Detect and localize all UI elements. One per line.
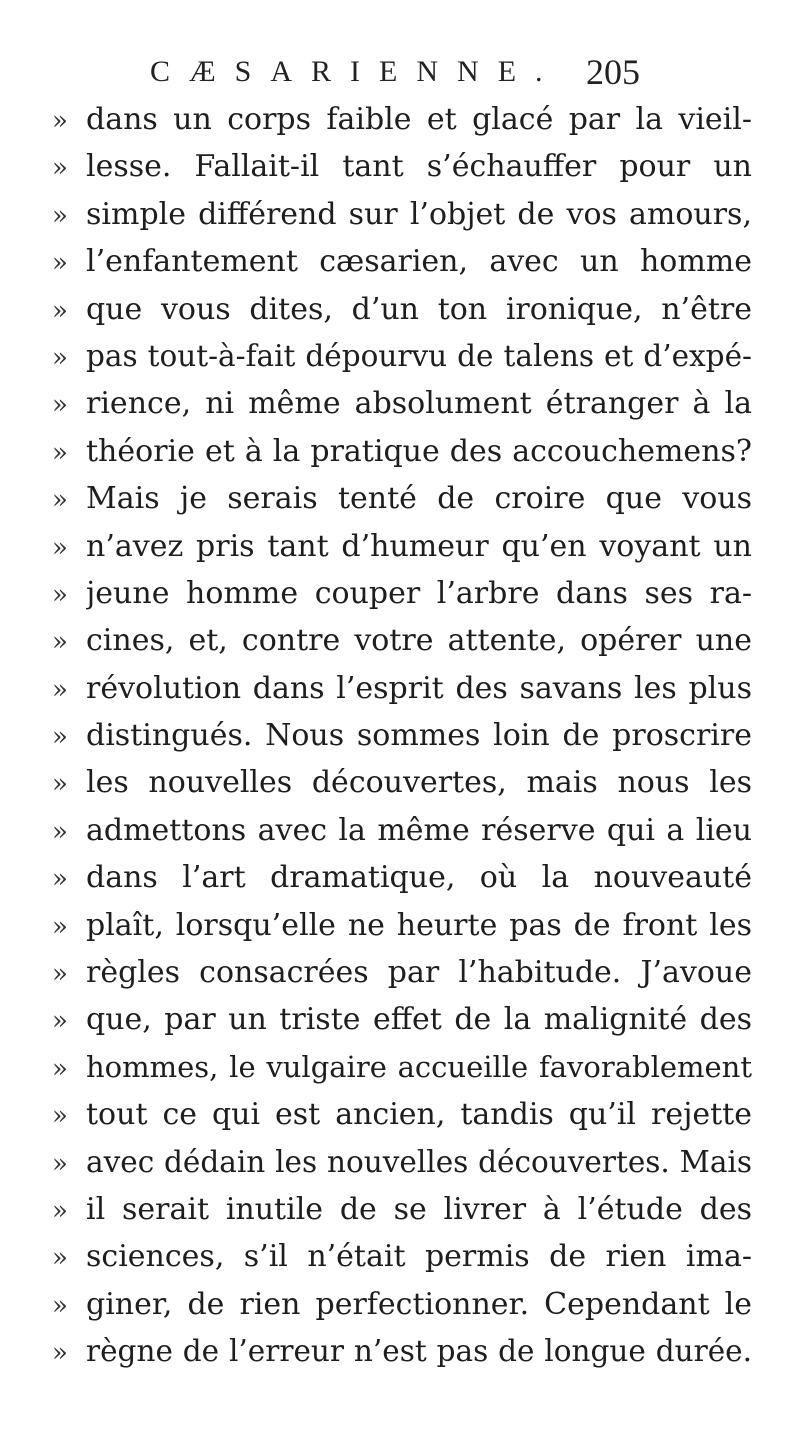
text-line (52, 244, 752, 291)
quotation-mark: » (52, 248, 68, 279)
quotation-mark: » (52, 769, 68, 800)
line-text: admettons avec la même réserve qui a lieu (86, 812, 752, 848)
line-text: rience, ni même absolument étranger à la (86, 386, 752, 422)
page-number: 205 (586, 52, 640, 92)
line-text: règne de l’erreur n’est pas de longue durée. (86, 1334, 752, 1369)
quotation-mark: » (52, 1006, 68, 1037)
quotation-mark: » (52, 390, 68, 421)
quotation-mark: » (52, 295, 68, 326)
quotation-mark: » (52, 485, 68, 516)
quotation-mark: » (52, 1243, 68, 1274)
line-text: les nouvelles découvertes, mais nous les (86, 765, 752, 801)
line-text: règles consacrées par l’habitude. J’avoue (86, 955, 752, 991)
quotation-mark: » (52, 911, 68, 942)
line-text: hommes, le vulgaire accueille favorablement (86, 1049, 752, 1084)
text-line (52, 1097, 752, 1144)
line-text: théorie et à la pratique des accouchemens? (86, 433, 752, 469)
text-line (52, 1192, 752, 1239)
line-text: simple différend sur l’objet de vos amours, (86, 196, 752, 232)
line-text: n’avez pris tant d’humeur qu’en voyant un (86, 528, 752, 564)
quotation-mark: » (52, 959, 68, 990)
text-line (52, 1239, 752, 1286)
line-text: jeune homme couper l’arbre dans ses ra- (86, 575, 752, 611)
line-text: lesse. Fallait-il tant s’échauffer pour un (86, 149, 752, 185)
text-line (52, 292, 752, 339)
text-line (52, 1002, 752, 1049)
text-line (52, 481, 752, 528)
text-line (52, 1334, 752, 1381)
text-line (52, 576, 752, 623)
line-text: dans l’art dramatique, où la nouveauté (86, 860, 752, 896)
text-line (52, 860, 752, 907)
quotation-mark: » (52, 674, 68, 705)
line-text: cines, et, contre votre attente, opérer une (86, 623, 752, 659)
text-line (52, 1287, 752, 1334)
text-line (52, 197, 752, 244)
quotation-mark: » (52, 1195, 68, 1226)
text-line (52, 434, 752, 481)
line-text: avec dédain les nouvelles découvertes. Mais (86, 1144, 752, 1179)
quotation-mark: » (52, 200, 68, 231)
quotation-mark: » (52, 106, 68, 136)
text-line (52, 765, 752, 812)
line-text: sciences, s’il n’était permis de rien ima- (86, 1239, 752, 1275)
text-line (52, 908, 752, 955)
line-text: que vous dites, d’un ton ironique, n’être (86, 291, 752, 327)
line-text: il serait inutile de se livrer à l’étude des (86, 1191, 752, 1227)
quotation-mark: » (52, 579, 68, 610)
line-text: tout ce qui est ancien, tandis qu’il rejette (86, 1097, 752, 1133)
text-line (52, 149, 752, 196)
text-line (52, 529, 752, 576)
line-text: pas tout-à-fait dépourvu de talens et d’expé- (86, 338, 752, 373)
text-line (52, 386, 752, 433)
quotation-mark: » (52, 342, 68, 373)
quotation-mark: » (52, 722, 68, 753)
line-text: que, par un triste effet de la malignité des (86, 1002, 752, 1038)
quotation-mark: » (52, 816, 68, 847)
line-text: révolution dans l’esprit des savans les plus (86, 670, 752, 706)
quotation-mark: » (52, 1290, 68, 1321)
body-text (52, 102, 752, 1382)
quotation-mark: » (52, 864, 68, 895)
quotation-mark: » (52, 532, 68, 563)
text-line (52, 813, 752, 860)
text-line (52, 339, 752, 386)
quotation-mark: » (52, 1338, 68, 1369)
line-text: l’enfantement cæsarien, avec un homme (86, 244, 752, 280)
running-head (150, 52, 640, 92)
text-line (52, 718, 752, 765)
text-line (52, 955, 752, 1002)
quotation-mark: » (52, 627, 68, 658)
text-line (52, 102, 752, 149)
quotation-mark: » (52, 153, 68, 184)
quotation-mark: » (52, 437, 68, 468)
text-line (52, 671, 752, 718)
quotation-mark: » (52, 1053, 68, 1084)
text-line (52, 1050, 752, 1097)
line-text: giner, de rien perfectionner. Cependant le (86, 1286, 752, 1322)
line-text: distingués. Nous sommes loin de proscrire (86, 718, 752, 754)
quotation-mark: » (52, 1148, 68, 1179)
quotation-mark: » (52, 1101, 68, 1132)
line-text: dans un corps faible et glacé par la vieil- (86, 102, 752, 137)
text-line (52, 1145, 752, 1192)
line-text: Mais je serais tenté de croire que vous (86, 481, 752, 517)
running-title: CÆSARIENNE. (150, 55, 562, 88)
text-line (52, 623, 752, 670)
line-text: plaît, lorsqu’elle ne heurte pas de front les (86, 907, 752, 943)
